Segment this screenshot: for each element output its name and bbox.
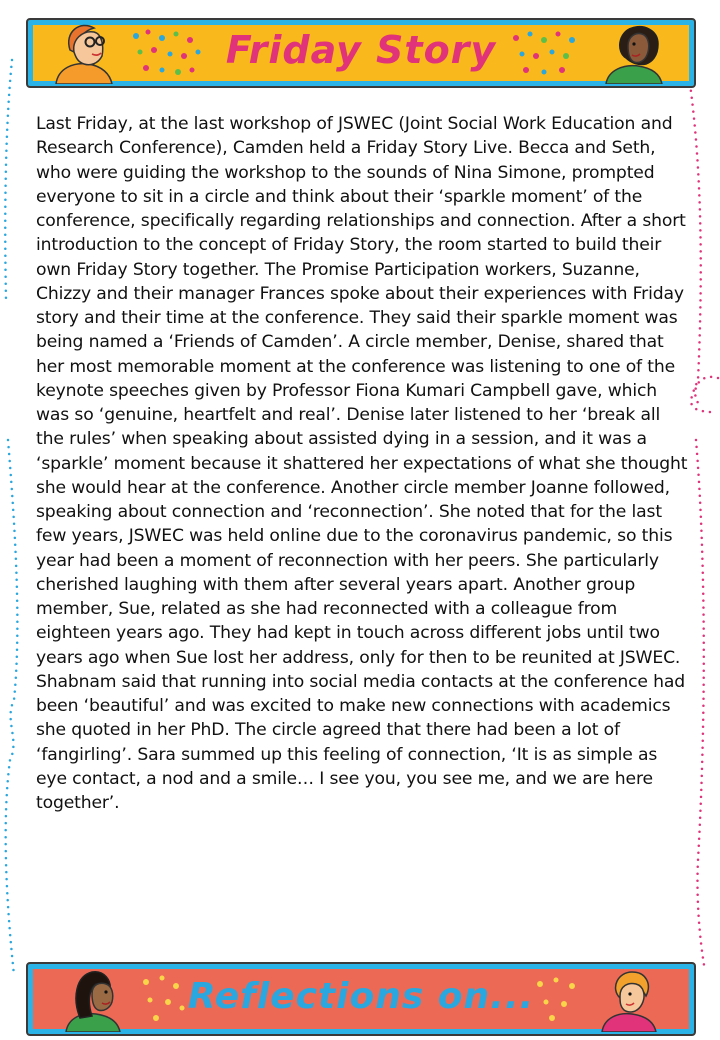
- reflections-title: Reflections on...: [187, 976, 535, 1017]
- confetti-right-icon: [506, 26, 586, 82]
- reflections-banner: [26, 962, 696, 1036]
- friday-story-banner: [26, 18, 696, 88]
- story-body: Last Friday, at the last workshop of JSWEC (Joint Social Work Education and Research Conference), Camden held a Friday Story Live. Becca and Seth, who were guiding the workshop to the sounds of Nina Simone, prompted everyone to sit in a circle and think about their ‘sparkle moment’ of the conference, specifically regarding relationships and connection. After a short introduction to the concept of Friday Story, the room started to build their own Friday Story together. The Promise Participation workers, Suzanne, Chizzy and their manager Frances spoke about their experiences with Friday story and their time at the conference. They said their sparkle moment was being named a ‘Friends of Camden’. A circle member, Denise, shared that her most memorable moment at the conference was listening to one of the keynote speeches given by Professor Fiona Kumari Campbell gave, which was so ‘genuine, heartfelt and real’. Denise later listened to her ‘break all the rules’ when speaking about assisted dying in a session, and it was a ‘sparkle’ moment because it shattered her expectations of what she thought she would hear at the conference. Another circle member Joanne followed, speaking about connection and ‘reconnection’. She noted that for the last few years, JSWEC was held online due to the coronavirus pandemic, so this year had been a moment of reconnection with her peers. She particularly cherished laughing with them after several years apart. Another group member, Sue, related as she had reconnected with a colleague from eighteen years ago. They had kept in touch across different jobs until two years ago when Sue lost her address, only for then to be reunited at JSWEC. Shabnam said that running into social media contacts at the conference had been ‘beautiful’ and was excited to make new connections with academics she quoted in her PhD. The circle agreed that there had been a lot of ‘fangirling’. Sara summed up this feeling of connection, ‘It is as simple as eye contact, a nod and a smile… I see you, you see me, and we are here together’.: [36, 114, 688, 813]
- woman-with-orange-hair-icon: [590, 968, 670, 1032]
- woman-with-curly-hair-icon: [598, 22, 678, 84]
- page-title: Friday Story: [225, 28, 497, 72]
- confetti-bottom-right-icon: [530, 972, 586, 1026]
- left-dotted-border: [0, 0, 40, 1040]
